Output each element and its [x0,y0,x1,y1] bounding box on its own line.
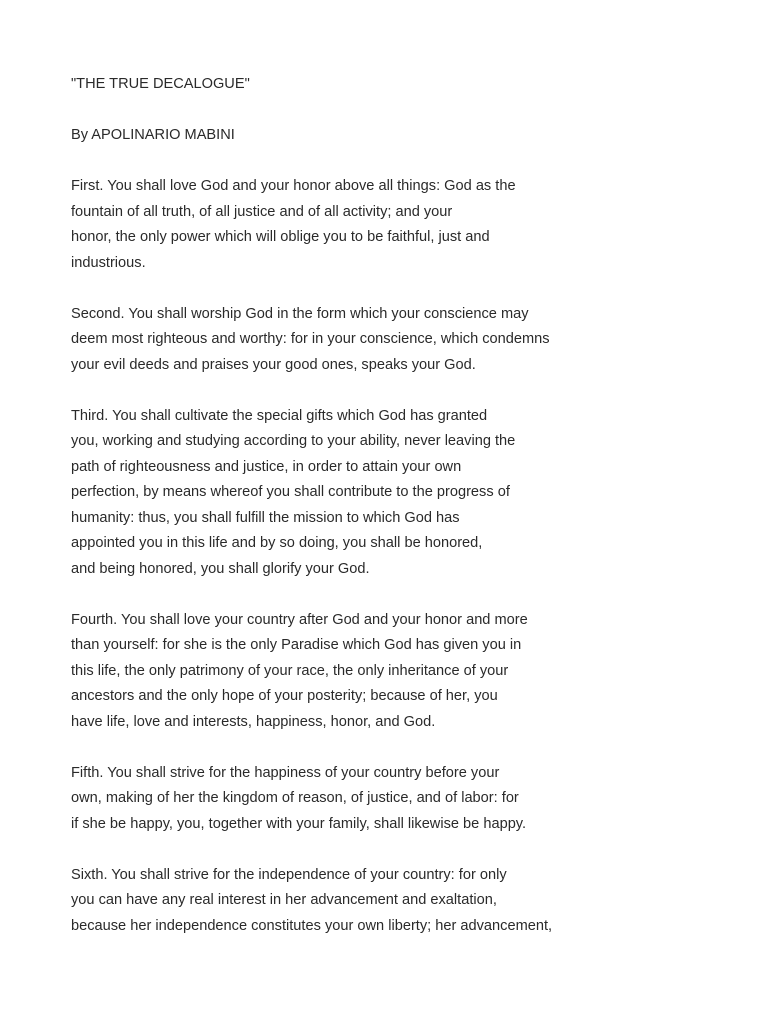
paragraph-line: Fourth. You shall love your country after God and your honor and more [71,611,528,628]
paragraph-line: if she be happy, you, together with your family, shall likewise be happy. [71,815,527,832]
paragraph-line: Second. You shall worship God in the form which your conscience may [71,305,529,322]
paragraph-line: Third. You shall cultivate the special gifts which God has granted [71,407,488,424]
paragraph-line: own, making of her the kingdom of reason, of justice, and of labor: for [71,790,519,806]
paragraph-line: First. You shall love God and your honor above all things: God as the [71,178,516,194]
paragraph-line: your evil deeds and praises your good ones, speaks your God. [71,356,476,373]
paragraph-fifth [71,761,711,838]
paragraph-line: because her independence constitutes your own liberty; her advancement, [71,917,553,934]
paragraph-line: this life, the only patrimony of your race, the only inheritance of your [71,662,509,679]
document-byline-block [71,123,711,149]
paragraph-line: perfection, by means whereof you shall contribute to the progress of [71,484,510,500]
paragraph-line: deem most righteous and worthy: for in your conscience, which condemns [71,331,550,347]
paragraph-line: than yourself: for she is the only Paradise which God has given you in [71,637,522,653]
paragraph-line: Sixth. You shall strive for the independence of your country: for only [71,866,507,883]
paragraph-line: humanity: thus, you shall fulfill the mission to which God has [71,509,460,526]
paragraph-line: industrious. [71,254,146,271]
paragraph-line: appointed you in this life and by so doing, you shall be honored, [71,535,483,551]
paragraph-second [71,302,711,379]
paragraph-fourth [71,608,711,736]
document-byline: By APOLINARIO MABINI [71,127,235,143]
paragraph-line: Fifth. You shall strive for the happiness of your country before your [71,764,500,781]
paragraph-line: and being honored, you shall glorify your God. [71,560,370,577]
paragraph-line: honor, the only power which will oblige you to be faithful, just and [71,229,490,245]
paragraph-line: you, working and studying according to your ability, never leaving the [71,433,516,449]
paragraph-third [71,404,711,583]
paragraph-line: have life, love and interests, happiness, honor, and God. [71,713,436,730]
paragraph-line: you can have any real interest in her advancement and exaltation, [71,892,497,908]
paragraph-line: ancestors and the only hope of your posterity; because of her, you [71,688,498,704]
paragraph-line: path of righteousness and justice, in order to attain your own [71,458,462,475]
document-title: "THE TRUE DECALOGUE" [71,76,250,92]
document-body [71,72,711,965]
paragraph-sixth [71,863,711,940]
paragraph-line: fountain of all truth, of all justice and of all activity; and your [71,203,453,220]
paragraph-first [71,174,711,276]
document-title-block [71,72,711,98]
